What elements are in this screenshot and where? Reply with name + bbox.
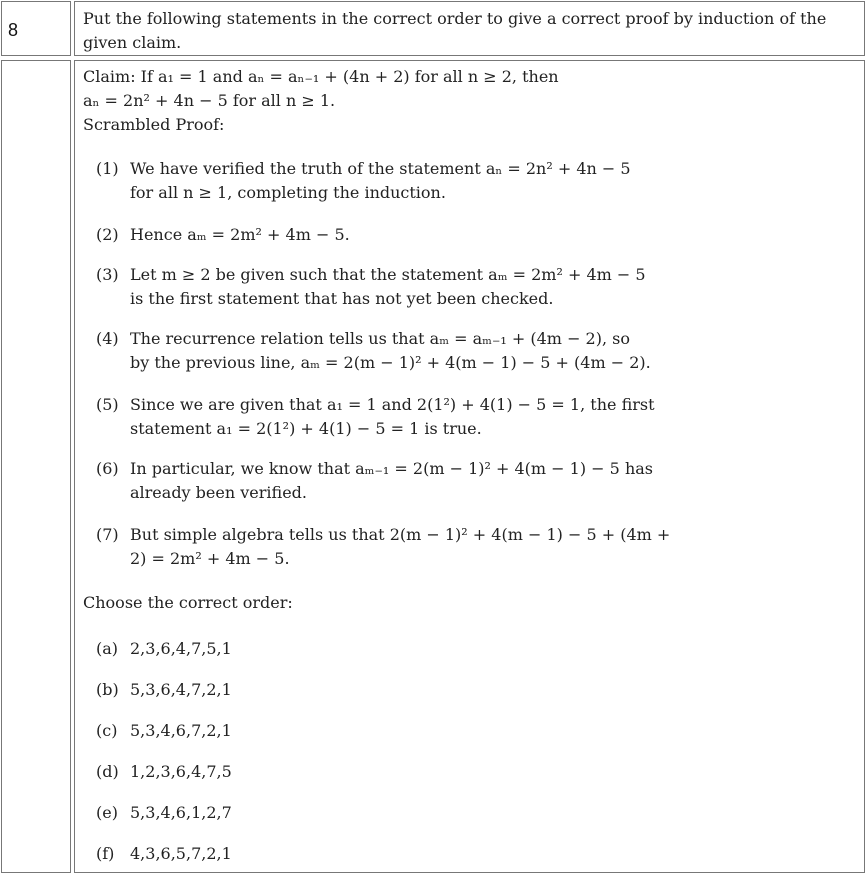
statement-text-line1: We have verified the truth of the statement aₙ = 2n² + 4n − 5	[130, 159, 631, 178]
statement-label: (3)	[96, 265, 119, 284]
option-value: 5,3,6,4,7,2,1	[130, 680, 232, 699]
statement-text-line1: But simple algebra tells us that 2(m − 1)² + 4(m − 1) − 5 + (4m +	[130, 525, 671, 544]
statement-text-line2: for all n ≥ 1, completing the induction.	[130, 183, 446, 202]
statement-text-line2: is the first statement that has not yet been checked.	[130, 289, 554, 308]
statement-label: (1)	[96, 159, 119, 178]
question-number-cell	[1, 1, 71, 56]
statement-text-line1: The recurrence relation tells us that aₘ = aₘ₋₁ + (4m − 2), so	[130, 329, 630, 348]
option-d[interactable]	[96, 760, 232, 784]
question-body-cell	[74, 60, 865, 873]
choose-order-prompt: Choose the correct order:	[83, 593, 293, 612]
option-label: (b)	[96, 680, 119, 699]
question-instruction: Put the following statements in the correct order to give a correct proof by induction of the given claim.	[83, 9, 827, 52]
claim-line-2: aₙ = 2n² + 4n − 5 for all n ≥ 1.	[83, 91, 336, 110]
question-body-row	[1, 60, 865, 873]
option-a[interactable]	[96, 637, 232, 661]
option-value: 2,3,6,4,7,5,1	[130, 639, 232, 658]
option-value: 5,3,4,6,7,2,1	[130, 721, 232, 740]
statement-text-line1: Since we are given that a₁ = 1 and 2(1²) + 4(1) − 5 = 1, the first	[130, 395, 655, 414]
option-label: (f)	[96, 844, 115, 863]
statement-label: (6)	[96, 459, 119, 478]
claim-line-1: Claim: If a₁ = 1 and aₙ = aₙ₋₁ + (4n + 2) for all n ≥ 2, then	[83, 67, 559, 86]
option-value: 4,3,6,5,7,2,1	[130, 844, 232, 863]
statement-text-line1: In particular, we know that aₘ₋₁ = 2(m − 1)² + 4(m − 1) − 5 has	[130, 459, 653, 478]
statement-label: (5)	[96, 395, 119, 414]
option-c[interactable]	[96, 719, 232, 743]
statement-text-line2: by the previous line, aₘ = 2(m − 1)² + 4(m − 1) − 5 + (4m − 2).	[130, 353, 651, 372]
statement-text-line2: statement a₁ = 2(1²) + 4(1) − 5 = 1 is true.	[130, 419, 482, 438]
statement-label: (7)	[96, 525, 119, 544]
empty-number-cell	[1, 60, 71, 873]
instruction-cell	[74, 1, 865, 56]
statement-text-line2: already been verified.	[130, 483, 307, 502]
scrambled-proof-heading: Scrambled Proof:	[83, 115, 225, 134]
option-value: 1,2,3,6,4,7,5	[130, 762, 232, 781]
option-e[interactable]	[96, 801, 232, 825]
question-number: 8	[8, 20, 19, 40]
statement-text-line1: Let m ≥ 2 be given such that the statement aₘ = 2m² + 4m − 5	[130, 265, 646, 284]
option-label: (d)	[96, 762, 119, 781]
option-value: 5,3,4,6,1,2,7	[130, 803, 232, 822]
statement-label: (4)	[96, 329, 119, 348]
option-label: (a)	[96, 639, 119, 658]
question-header-row	[1, 1, 865, 56]
claim-block	[83, 65, 683, 137]
statement-text-line2: 2) = 2m² + 4m − 5.	[130, 549, 290, 568]
option-b[interactable]	[96, 678, 232, 702]
statement-text-line1: Hence aₘ = 2m² + 4m − 5.	[130, 225, 350, 244]
option-label: (e)	[96, 803, 118, 822]
statement-label: (2)	[96, 225, 119, 244]
option-label: (c)	[96, 721, 118, 740]
option-f[interactable]	[96, 842, 232, 866]
